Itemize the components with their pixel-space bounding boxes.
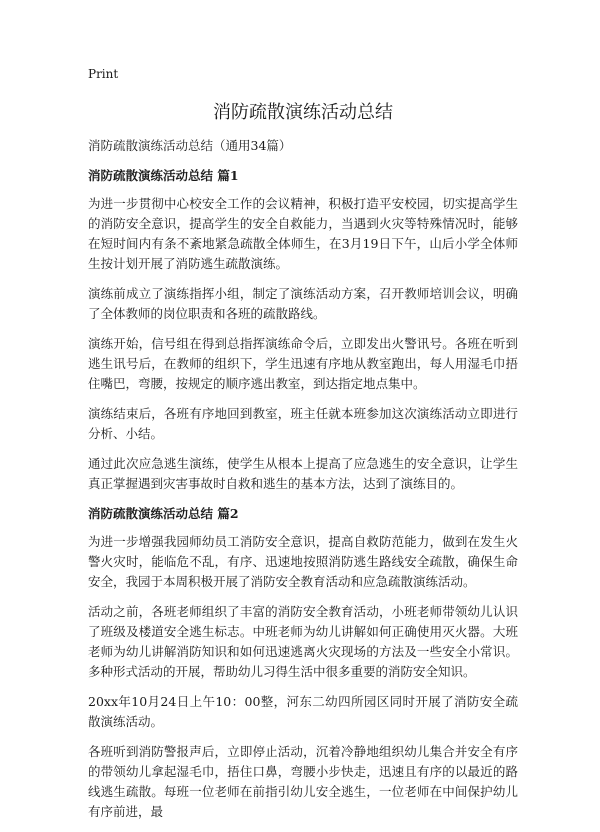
- section-heading: 消防疏散演练活动总结 篇2: [88, 506, 239, 521]
- paragraph: 演练结束后，各班有序地回到教室，班主任就本班参加这次演练活动立即进行分析、小结。: [88, 406, 518, 441]
- section-2: [88, 504, 518, 822]
- paragraph: 20xx年10月24日上午10：00整，河东二幼四所园区同时开展了消防安全疏散演练活动。: [88, 694, 518, 729]
- section-1: [88, 166, 518, 494]
- print-label: Print: [88, 67, 119, 81]
- paragraph: 演练前成立了演练指挥小组，制定了演练活动方案，召开教师培训会议，明确了全体教师的岗位职责和各班的疏散路线。: [88, 286, 518, 321]
- paragraph: 为进一步增强我园师幼员工消防安全意识，提高自救防范能力，做到在发生火警火灾时，能临危不乱，有序、迅速地按照消防逃生路线安全疏散，确保生命安全，我园于本周积极开展了消防安全教育活动和应急疏散演练活动。: [88, 534, 518, 589]
- paragraph: 通过此次应急逃生演练，使学生从根本上提高了应急逃生的安全意识，让学生真正掌握遇到灾害事故时自救和逃生的基本方法，达到了演练目的。: [88, 456, 518, 491]
- section-heading: 消防疏散演练活动总结 篇1: [88, 168, 239, 183]
- document-subtitle: 消防疏散演练活动总结（通用34篇）: [88, 138, 292, 153]
- document-page: [88, 66, 518, 832]
- paragraph: 演练开始，信号组在得到总指挥演练命令后，立即发出火警讯号。各班在听到逃生讯号后，在教师的组织下，学生迅速有序地从教室跑出，每人用湿毛巾捂住嘴巴，弯腰，按规定的顺序逃出教室，到达指定地点集中。: [88, 336, 518, 391]
- paragraph: 各班听到消防警报声后，立即停止活动，沉着冷静地组织幼儿集合并安全有序的带领幼儿拿起湿毛巾，捂住口鼻，弯腰小步快走，迅速且有序的以最近的路线逃生疏散。每班一位老师在前指引幼儿安全逃生，一位老师在中间保护幼儿有序前进，最: [88, 744, 518, 819]
- paragraph: 为进一步贯彻中心校安全工作的会议精神，积极打造平安校园，切实提高学生的消防安全意识，提高学生的安全自救能力，当遇到火灾等特殊情况时，能够在短时间内有条不紊地紧急疏散全体师生，在3月19日下午，山后小学全体师生按计划开展了消防逃生疏散演练。: [88, 196, 518, 271]
- paragraph: 活动之前，各班老师组织了丰富的消防安全教育活动，小班老师带领幼儿认识了班级及楼道安全逃生标志。中班老师为幼儿讲解如何正确使用灭火器。大班老师为幼儿讲解消防知识和如何迅速逃离火灾现场的方法及一些安全小常识。多种形式活动的开展，帮助幼儿习得生活中很多重要的消防安全知识。: [88, 604, 518, 679]
- document-title: 消防疏散演练活动总结: [213, 102, 393, 123]
